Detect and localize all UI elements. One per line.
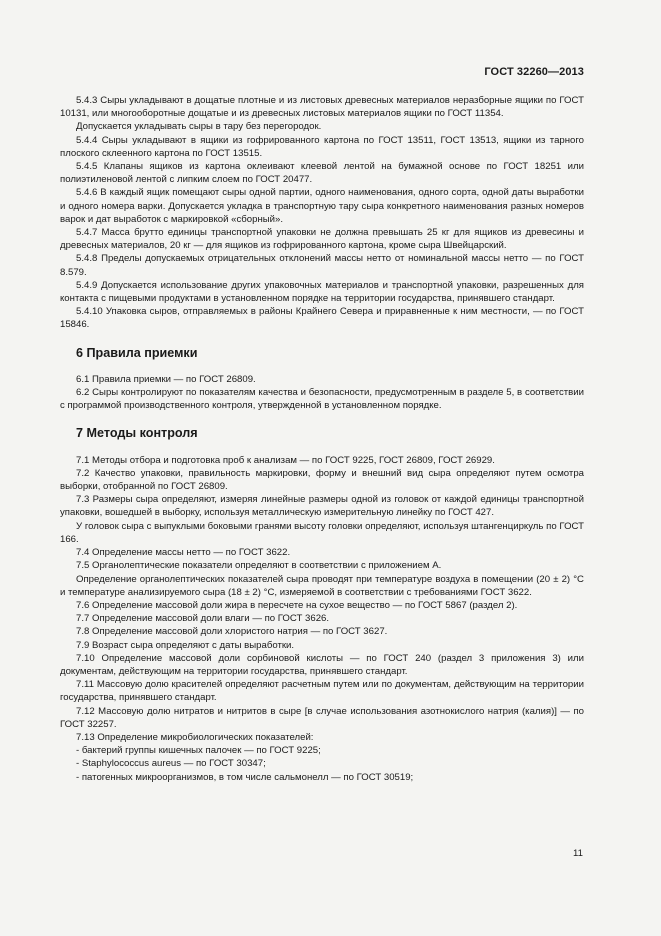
paragraph: 7.9 Возраст сыра определяют с даты выработки. xyxy=(76,639,295,651)
paragraph: 7.2 Качество упаковки, правильность маркировки, форму и внешний вид сыра определяют путем осмотра выборки, отобранной по ГОСТ 26809. xyxy=(60,467,584,493)
paragraph: Допускается укладывать сыры в тару без перегородок. xyxy=(76,121,322,133)
list-item: - бактерий группы кишечных палочек — по ГОСТ 9225; xyxy=(76,745,321,757)
paragraph: 5.4.9 Допускается использование других упаковочных материалов и транспортной упаковки, разрешенных для контакта с пищевыми продуктами в установленном порядке на территории государства, принявшего стандарт. xyxy=(60,279,584,305)
paragraph: 7.12 Массовую долю нитратов и нитритов в сыре [в случае использования азотнокислого натрия (калия)] — по ГОСТ 32257. xyxy=(60,705,584,730)
paragraph: 5.4.7 Масса брутто единицы транспортной упаковки не должна превышать 25 кг для ящиков из древесины и древесных материалов, 20 кг — для ящиков из гофрированного картона, кроме сыра Швейцарский. xyxy=(60,227,584,252)
section-heading: 6 Правила приемки xyxy=(76,345,198,360)
paragraph: 7.1 Методы отбора и подготовка проб к анализам — по ГОСТ 9225, ГОСТ 26809, ГОСТ 26929. xyxy=(76,454,495,466)
paragraph: 5.4.3 Сыры укладывают в дощатые плотные и из листовых древесных материалов неразборные ящики по ГОСТ 10131, или многооборотные дощатые и из древесных листовых материалов ящики по ГОСТ 11354. xyxy=(60,95,584,120)
paragraph: 5.4.6 В каждый ящик помещают сыры одной партии, одного наименования, одного сорта, одной даты выработки и одного номера варки. Допускается укладка в транспортную тару сыра конкретного наименования разных номеров варок и дат выработок с маркировкой «сборный». xyxy=(60,187,584,225)
paragraph: 7.13 Определение микробиологических показателей: xyxy=(76,731,314,743)
paragraph: 7.10 Определение массовой доли сорбиновой кислоты — по ГОСТ 240 (раздел 3 приложения 3) или документам, действующим на территории государства, принявшего стандарт. xyxy=(60,652,584,677)
paragraph: 7.5 Органолептические показатели определяют в соответствии с приложением А. xyxy=(76,560,442,572)
paragraph: 7.8 Определение массовой доли хлористого натрия — по ГОСТ 3627. xyxy=(76,626,388,638)
page-number: 11 xyxy=(573,848,583,859)
paragraph: 5.4.10 Упаковка сыров, отправляемых в районы Крайнего Севера и приравненные к ним местности, — по ГОСТ 15846. xyxy=(60,306,584,331)
paragraph: 7.6 Определение массовой доли жира в пересчете на сухое вещество — по ГОСТ 5867 (раздел 2). xyxy=(76,599,518,611)
section-heading: 7 Методы контроля xyxy=(76,426,198,441)
list-item: - патогенных микроорганизмов, в том числе сальмонелл — по ГОСТ 30519; xyxy=(76,771,414,783)
document-body xyxy=(60,94,584,784)
list-item: - Staphylococcus aureus — по ГОСТ 30347; xyxy=(76,758,266,770)
paragraph: 5.4.5 Клапаны ящиков из картона оклеивают клеевой лентой на бумажной основе по ГОСТ 18251 или полиэтиленовой лентой с липким слоем по ГОСТ 20477. xyxy=(60,161,584,186)
paragraph: 5.4.4 Сыры укладывают в ящики из гофрированного картона по ГОСТ 13511, ГОСТ 13513, ящики из тарного плоского склеенного картона по ГОСТ 13515. xyxy=(60,134,584,159)
paragraph: 6.1 Правила приемки — по ГОСТ 26809. xyxy=(76,373,256,385)
paragraph: У головок сыра с выпуклыми боковыми гранями высоту головки определяют, используя штангенциркуль по ГОСТ 166. xyxy=(60,520,584,545)
standard-header: ГОСТ 32260—2013 xyxy=(484,66,584,78)
paragraph: 5.4.8 Пределы допускаемых отрицательных отклонений массы нетто от номинальной массы нетто — по ГОСТ 8.579. xyxy=(60,253,584,278)
paragraph: 6.2 Сыры контролируют по показателям качества и безопасности, предусмотренным в разделе 5, в соответствии с программой производственного контроля, утвержденной в установленном порядке. xyxy=(60,387,584,412)
paragraph: 7.11 Массовую долю красителей определяют расчетным путем или по документам, действующим на территории государства, принявшего стандарт. xyxy=(60,679,584,704)
paragraph: 7.4 Определение массы нетто — по ГОСТ 3622. xyxy=(76,547,291,559)
paragraph: 7.3 Размеры сыра определяют, измеряя линейные размеры одной из головок от каждой единицы транспортной упаковки, вошедшей в выборку, используя металлическую измерительную линейку по ГОСТ 427. xyxy=(60,494,584,519)
paragraph: 7.7 Определение массовой доли влаги — по ГОСТ 3626. xyxy=(76,613,330,625)
paragraph: Определение органолептических показателей сыра проводят при температуре воздуха в помещении (20 ± 2) °С и температуре анализируемого сыра (18 ± 2) °С, измеряемой в соответствии с требованиями ГОСТ 3622. xyxy=(60,573,584,598)
